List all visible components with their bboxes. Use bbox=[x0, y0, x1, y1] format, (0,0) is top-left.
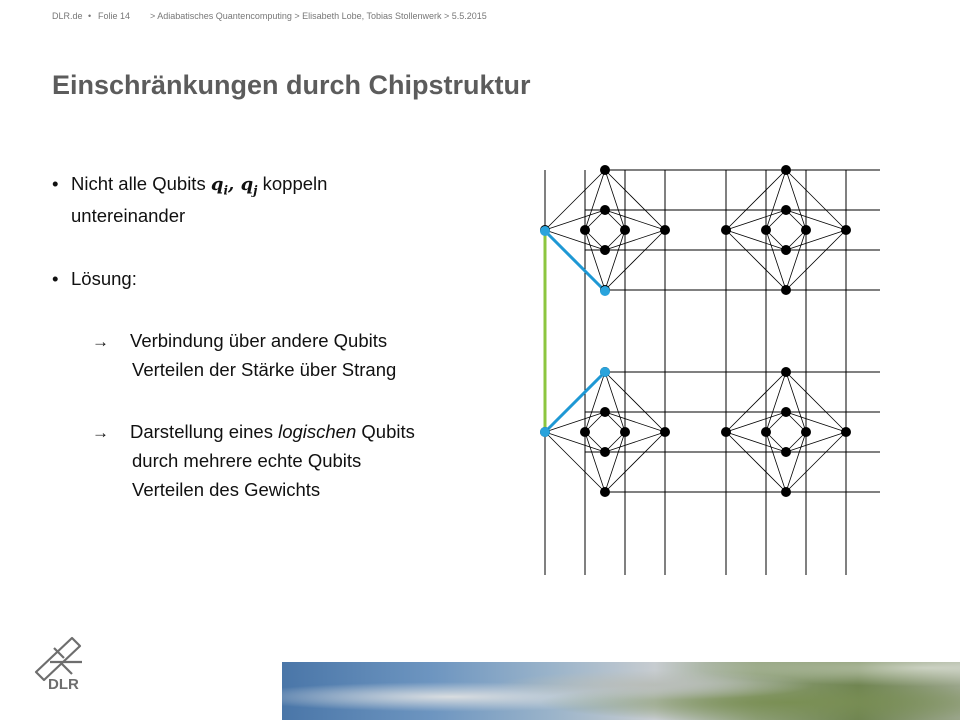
bullet-solution-text: Lösung: bbox=[71, 268, 137, 289]
internal-coupler bbox=[726, 432, 786, 452]
internal-coupler bbox=[726, 412, 786, 432]
internal-coupler bbox=[786, 230, 846, 290]
qubit-node bbox=[620, 225, 630, 235]
qubit-node bbox=[841, 225, 851, 235]
internal-coupler bbox=[726, 372, 786, 432]
arrow-right-icon: → bbox=[92, 332, 109, 351]
internal-coupler bbox=[726, 170, 786, 230]
internal-coupler bbox=[585, 170, 605, 230]
page-title: Einschränkungen durch Chipstruktur bbox=[52, 70, 531, 100]
internal-coupler bbox=[545, 170, 605, 230]
sub-item-connection-text: Verbindung über andere Qubits bbox=[130, 330, 388, 351]
dlr-logo-text: DLR bbox=[48, 676, 79, 693]
qubit-node bbox=[761, 427, 771, 437]
qubit-j-index: j bbox=[253, 183, 258, 198]
qubit-node bbox=[801, 427, 811, 437]
internal-coupler bbox=[766, 230, 786, 290]
internal-coupler bbox=[786, 432, 806, 492]
highlighted-qubit-node bbox=[540, 226, 550, 236]
sub-item-logical-prefix: Darstellung eines bbox=[130, 421, 273, 442]
internal-coupler bbox=[605, 372, 665, 432]
bullet-dot: • bbox=[52, 173, 59, 194]
internal-coupler bbox=[786, 230, 806, 290]
internal-coupler bbox=[605, 412, 665, 432]
qubit-j: q bbox=[240, 174, 254, 195]
dlr-logo bbox=[32, 632, 102, 692]
internal-coupler bbox=[786, 372, 846, 432]
bullet-dot: • bbox=[52, 268, 59, 289]
qubit-node bbox=[761, 225, 771, 235]
highlighted-qubit-node bbox=[600, 286, 610, 296]
sub-item-logical-italic: logischen bbox=[278, 421, 357, 442]
qubit-node bbox=[781, 367, 791, 377]
qubit-node bbox=[600, 407, 610, 417]
internal-coupler bbox=[726, 432, 786, 492]
qubit-node bbox=[781, 285, 791, 295]
highlighted-qubit-node bbox=[600, 367, 610, 377]
internal-coupler bbox=[605, 432, 665, 452]
internal-coupler bbox=[726, 210, 786, 230]
earth-banner-image bbox=[282, 662, 960, 720]
internal-coupler bbox=[766, 372, 786, 432]
qubit-node bbox=[600, 205, 610, 215]
internal-coupler bbox=[786, 432, 846, 452]
qubit-node bbox=[781, 165, 791, 175]
qubit-i-index: i bbox=[223, 183, 228, 198]
header-site: DLR.de bbox=[52, 11, 83, 21]
internal-coupler bbox=[605, 210, 665, 230]
qubit-node bbox=[580, 427, 590, 437]
highlight-edge bbox=[545, 372, 605, 432]
internal-coupler bbox=[766, 432, 786, 492]
internal-coupler bbox=[786, 170, 806, 230]
bullet-coupling-verb: koppeln bbox=[262, 173, 328, 194]
internal-coupler bbox=[605, 432, 665, 492]
qubit-node bbox=[600, 245, 610, 255]
internal-coupler bbox=[605, 372, 625, 432]
internal-coupler bbox=[605, 230, 665, 290]
sub-item-connection-line2: Verteilen der Stärke über Strang bbox=[132, 359, 397, 380]
qubit-node bbox=[580, 225, 590, 235]
qubit-node bbox=[781, 447, 791, 457]
arrow-right-icon: → bbox=[92, 423, 109, 442]
sub-item-logical-suffix: Qubits bbox=[361, 421, 415, 442]
breadcrumb: > Adiabatisches Quantencomputing > Elisabeth Lobe, Tobias Stollenwerk > 5.5.2015 bbox=[150, 11, 487, 21]
header-slide-number: Folie 14 bbox=[98, 11, 131, 21]
internal-coupler bbox=[786, 170, 846, 230]
qubit-node bbox=[600, 165, 610, 175]
internal-coupler bbox=[545, 432, 605, 492]
internal-coupler bbox=[585, 432, 605, 492]
internal-coupler bbox=[545, 210, 605, 230]
qubit-node bbox=[801, 225, 811, 235]
internal-coupler bbox=[786, 412, 846, 432]
internal-coupler bbox=[786, 432, 846, 492]
highlighted-qubit-node bbox=[540, 427, 550, 437]
sub-item-logical-line2: durch mehrere echte Qubits bbox=[132, 450, 362, 471]
bullet-coupling-text: Nicht alle Qubits bbox=[71, 173, 206, 194]
qubit-node bbox=[660, 225, 670, 235]
qubit-node bbox=[600, 487, 610, 497]
internal-coupler bbox=[786, 210, 846, 230]
qubit-node bbox=[781, 487, 791, 497]
qubit-node bbox=[660, 427, 670, 437]
internal-coupler bbox=[786, 230, 846, 250]
qubit-node bbox=[841, 427, 851, 437]
sub-item-logical-line3: Verteilen des Gewichts bbox=[132, 479, 321, 500]
qubit-node bbox=[721, 427, 731, 437]
internal-coupler bbox=[726, 230, 786, 250]
internal-coupler bbox=[766, 170, 786, 230]
internal-coupler bbox=[605, 170, 625, 230]
internal-coupler bbox=[605, 230, 665, 250]
qubit-node bbox=[721, 225, 731, 235]
bullet-coupling-line2: untereinander bbox=[71, 205, 186, 226]
qubit-node bbox=[620, 427, 630, 437]
internal-coupler bbox=[605, 432, 625, 492]
header-separator: • bbox=[88, 11, 92, 21]
qubit-node bbox=[781, 205, 791, 215]
internal-coupler bbox=[786, 372, 806, 432]
qubit-i: q bbox=[210, 174, 224, 195]
internal-coupler bbox=[726, 230, 786, 290]
internal-coupler bbox=[605, 170, 665, 230]
qubit-node bbox=[781, 245, 791, 255]
qubit-node bbox=[781, 407, 791, 417]
internal-coupler bbox=[545, 432, 605, 452]
internal-coupler bbox=[605, 230, 625, 290]
qubit-node bbox=[600, 447, 610, 457]
qubit-comma: , bbox=[228, 174, 235, 195]
